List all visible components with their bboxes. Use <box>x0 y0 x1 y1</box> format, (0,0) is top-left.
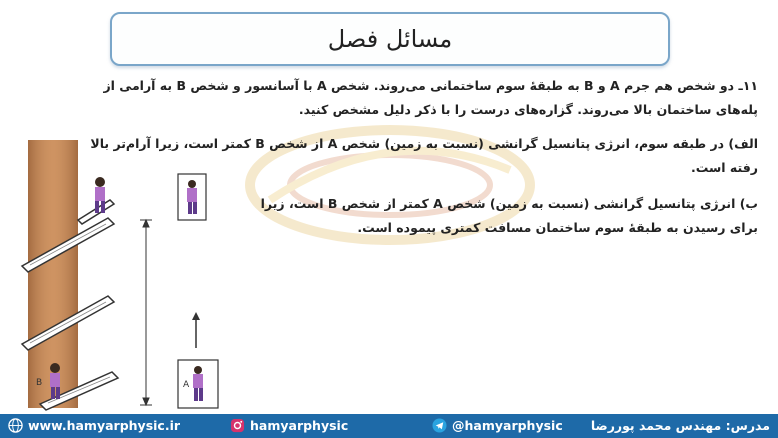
telegram-icon <box>432 418 447 433</box>
instagram-text: hamyarphysic <box>250 418 349 433</box>
person-b-figure <box>50 363 60 399</box>
elevator-up-arrow <box>192 312 200 348</box>
teacher-text: مدرس: مهندس محمد پوررضا <box>590 418 770 433</box>
globe-icon <box>8 418 23 433</box>
footer-bar <box>0 414 778 438</box>
website-link[interactable] <box>8 418 180 433</box>
problem-option-a: الف) در طبقه سوم، انرژی پتانسیل گرانشی (نسبت به زمین) شخص A از شخص B کمتر است، زیرا آرام‌تر بالا رفته است. <box>90 136 758 175</box>
instagram-icon <box>230 418 245 433</box>
label-b: B <box>36 378 43 388</box>
problem-stem: ۱۱ـ دو شخص هم جرم A و B به طبقهٔ سوم ساختمانی می‌روند. شخص A با آسانسور و شخص B به آرامی از پله‌های ساختمان بالا می‌روند. گزاره‌های درست را با ذکر دلیل مشخص کنید. <box>103 78 758 117</box>
teacher-credit <box>591 418 770 433</box>
problem-option-b: ب) انرژی پتانسیل گرانشی (نسبت به زمین) شخص A کمتر از شخص B است، زیرا برای رسیدن به طبقهٔ سوم ساختمان مسافت کمتری پیموده است. <box>260 196 758 235</box>
chapter-title-box <box>110 12 670 66</box>
telegram-link[interactable] <box>432 418 563 433</box>
page-title: مسائل فصل <box>327 25 453 53</box>
telegram-text: @hamyarphysic <box>452 418 563 433</box>
elevator-top <box>178 174 206 220</box>
problem-figure <box>0 140 230 420</box>
height-dimension <box>140 220 152 405</box>
label-a: A <box>183 380 190 390</box>
instagram-link[interactable] <box>230 418 348 433</box>
website-text: www.hamyarphysic.ir <box>28 418 181 433</box>
